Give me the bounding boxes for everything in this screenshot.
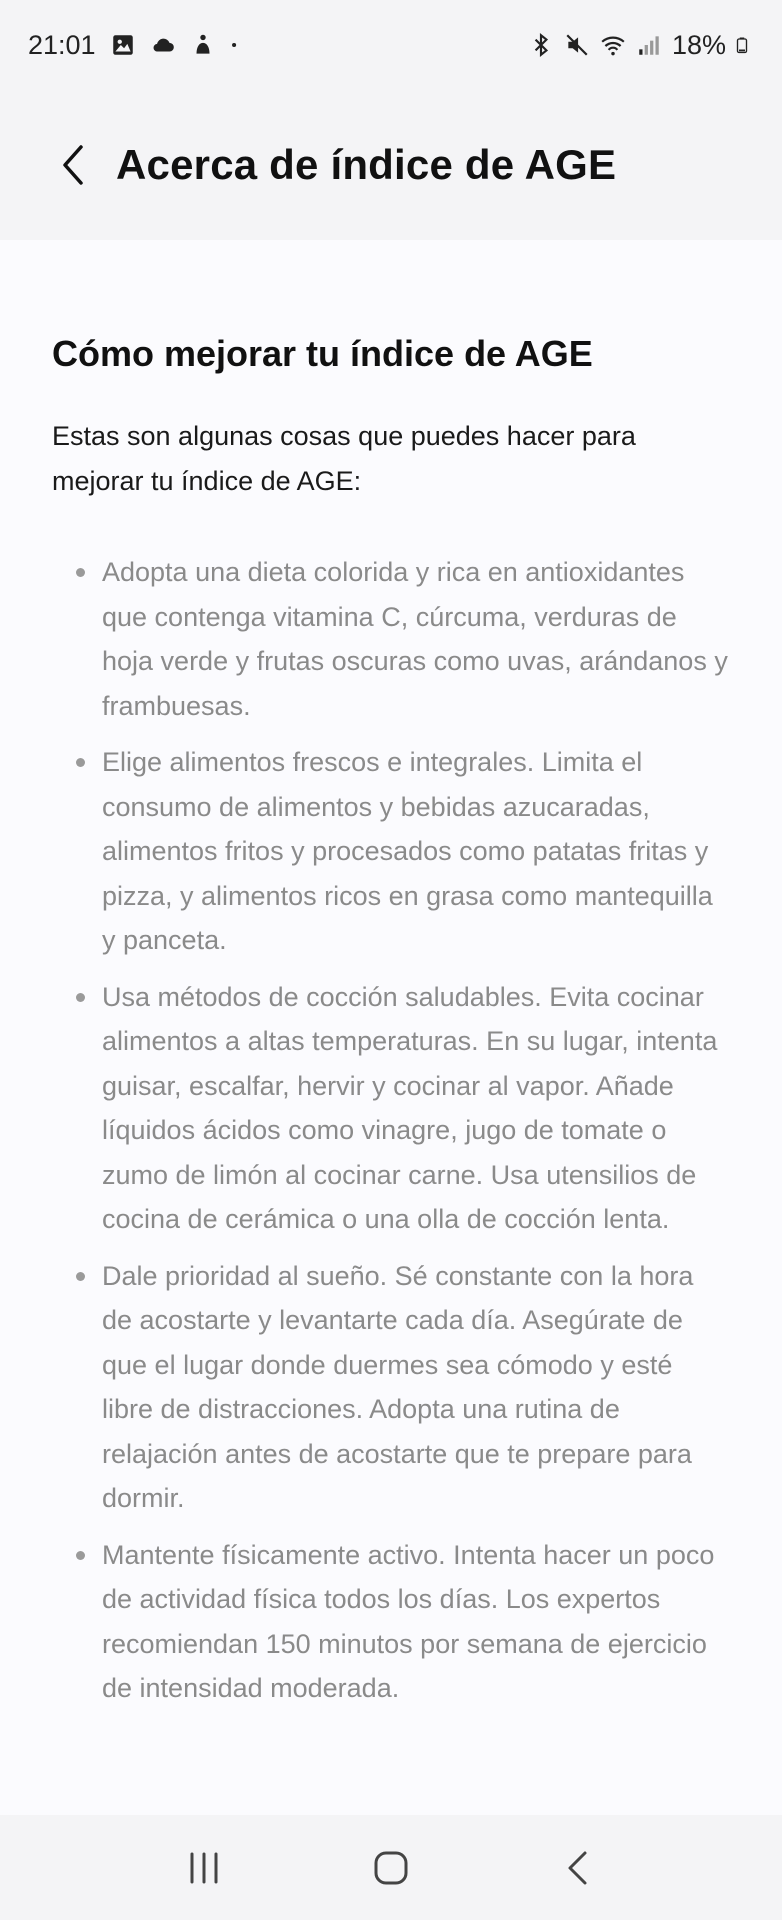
- back-icon: [558, 1848, 598, 1888]
- home-icon: [371, 1848, 411, 1888]
- list-item: [52, 975, 730, 1242]
- signal-icon: [636, 32, 662, 58]
- battery-level: 18%: [671, 29, 726, 60]
- section-heading: Cómo mejorar tu índice de AGE: [52, 333, 593, 374]
- tip-text: Usa métodos de cocción saludables. Evita cocinar alimentos a altas temperaturas. En su lugar, intenta guisar, escalfar, hervir y cocinar al vapor. Añade líquidos ácidos como vinagre, jugo de tomate o zumo de limón al cocinar carne. Usa utensilios de cocina de cerámica o una olla de cocción lenta.: [102, 981, 718, 1234]
- bullet-icon: [76, 1272, 85, 1281]
- bullet-icon: [76, 758, 85, 767]
- status-bar: [0, 0, 782, 90]
- list-item: [52, 550, 730, 728]
- tip-text: Elige alimentos frescos e integrales. Limita el consumo de alimentos y bebidas azucaradas, alimentos fritos y procesados como patatas fritas y pizza, y alimentos ricos en grasa como mantequilla y panceta.: [102, 747, 713, 955]
- home-button[interactable]: [356, 1833, 426, 1903]
- intro-text: Estas son algunas cosas que puedes hacer para mejorar tu índice de AGE:: [52, 421, 636, 496]
- list-item: [52, 1254, 730, 1521]
- status-time: 21:01: [28, 29, 96, 60]
- wifi-icon: [600, 32, 626, 58]
- navigation-bar: [0, 1815, 782, 1920]
- dot-icon: [230, 32, 244, 58]
- cloud-icon: [150, 32, 176, 58]
- bluetooth-icon: [528, 32, 554, 58]
- bullet-icon: [76, 1551, 85, 1560]
- list-item: [52, 740, 730, 963]
- tip-text: Dale prioridad al sueño. Sé constante con la hora de acostarte y levantarte cada día. Asegúrate de que el lugar donde duermes sea cómodo y esté libre de distracciones. Adopta una rutina de relajación antes de acostarte que te prepare para dormir.: [102, 1260, 694, 1513]
- gallery-icon: [110, 32, 136, 58]
- status-left: [28, 30, 244, 61]
- back-button[interactable]: [42, 135, 102, 195]
- tip-text: Mantente físicamente activo. Intenta hacer un poco de actividad física todos los días. Los expertos recomiendan 150 minutos por semana de ejercicio de intensidad moderada.: [102, 1539, 715, 1703]
- app-bar: [0, 90, 782, 240]
- recent-apps-icon: [184, 1848, 224, 1888]
- mute-icon: [564, 32, 590, 58]
- bullet-icon: [76, 993, 85, 1002]
- page-title: Acerca de índice de AGE: [116, 141, 617, 188]
- battery-icon: [736, 32, 754, 58]
- accessibility-icon: [190, 32, 216, 58]
- recent-apps-button[interactable]: [169, 1833, 239, 1903]
- tip-text: Adopta una dieta colorida y rica en antioxidantes que contenga vitamina C, cúrcuma, verduras de hoja verde y frutas oscuras como uvas, arándanos y frambuesas.: [102, 557, 728, 721]
- content-area[interactable]: [0, 240, 782, 1815]
- list-item: [52, 1533, 730, 1711]
- bullet-icon: [76, 568, 85, 577]
- status-right: [528, 30, 754, 61]
- chevron-left-icon: [57, 143, 87, 187]
- nav-back-button[interactable]: [543, 1833, 613, 1903]
- tips-list: [52, 550, 730, 1711]
